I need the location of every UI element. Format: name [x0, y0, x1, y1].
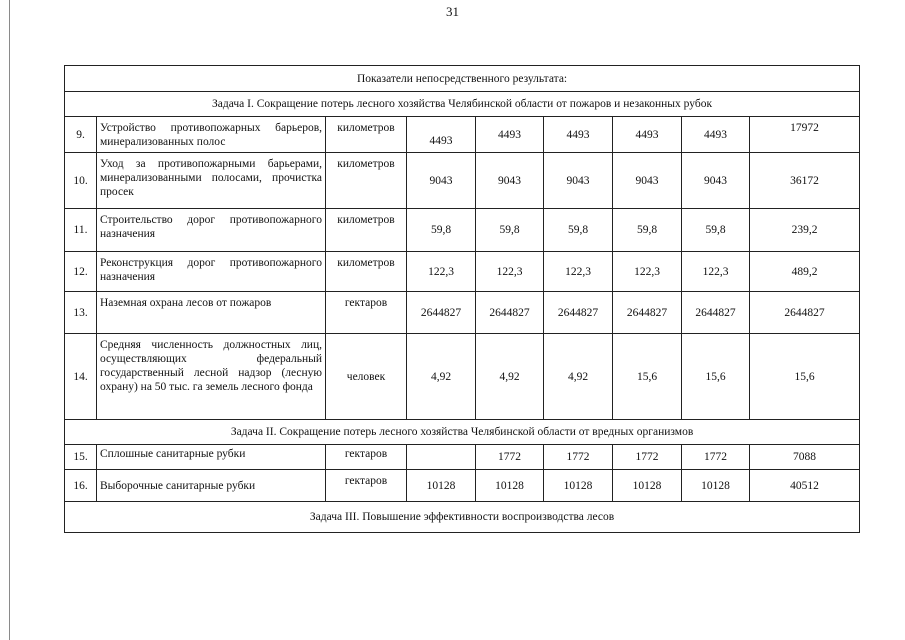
row-name: Уход за противопожарными барьерами, минерализованными полосами, прочистка просек [97, 153, 326, 209]
section-title: Задача III. Повышение эффективности воспроизводства лесов [65, 502, 860, 533]
row-number: 12. [65, 252, 97, 292]
row-number: 13. [65, 292, 97, 334]
row-total: 489,2 [750, 252, 860, 292]
row-name: Средняя численность должностных лиц, осуществляющих федеральный государственный лесной надзор (лесную охрану) на 50 тыс. га земель лесного фонда [97, 334, 326, 420]
row-value: 122,3 [407, 252, 476, 292]
row-name: Реконструкция дорог противопожарного назначения [97, 252, 326, 292]
row-value: 1772 [682, 445, 750, 470]
table-header-row [65, 66, 860, 92]
row-value: 15,6 [682, 334, 750, 420]
row-value: 1772 [544, 445, 613, 470]
row-value: 10128 [613, 470, 682, 502]
row-name: Сплошные санитарные рубки [97, 445, 326, 470]
row-value: 59,8 [476, 209, 544, 252]
row-value: 15,6 [613, 334, 682, 420]
row-value: 9043 [682, 153, 750, 209]
table-row [65, 117, 860, 153]
row-name: Наземная охрана лесов от пожаров [97, 292, 326, 334]
row-value: 2644827 [476, 292, 544, 334]
table-row [65, 252, 860, 292]
row-value: 59,8 [407, 209, 476, 252]
row-value: 4,92 [476, 334, 544, 420]
margin-line [9, 0, 10, 640]
row-value: 59,8 [544, 209, 613, 252]
row-value: 59,8 [613, 209, 682, 252]
section-row [65, 420, 860, 445]
row-unit: гектаров [326, 445, 407, 470]
row-value: 4493 [407, 117, 476, 153]
row-unit: километров [326, 209, 407, 252]
row-value: 9043 [407, 153, 476, 209]
row-value: 10128 [682, 470, 750, 502]
row-value: 1772 [613, 445, 682, 470]
table-row [65, 292, 860, 334]
row-unit: километров [326, 117, 407, 153]
row-value: 4,92 [544, 334, 613, 420]
table-row [65, 334, 860, 420]
row-value: 4493 [544, 117, 613, 153]
table-row [65, 445, 860, 470]
row-number: 14. [65, 334, 97, 420]
row-value: 4,92 [407, 334, 476, 420]
row-value: 9043 [476, 153, 544, 209]
row-value: 9043 [544, 153, 613, 209]
table-row [65, 470, 860, 502]
row-number: 15. [65, 445, 97, 470]
row-value: 2644827 [613, 292, 682, 334]
row-total: 239,2 [750, 209, 860, 252]
row-name: Устройство противопожарных барьеров, минерализованных полос [97, 117, 326, 153]
row-total: 2644827 [750, 292, 860, 334]
row-unit: гектаров [326, 470, 407, 502]
row-unit: гектаров [326, 292, 407, 334]
row-value: 122,3 [682, 252, 750, 292]
table-header: Показатели непосредственного результата: [65, 66, 860, 92]
row-value: 9043 [613, 153, 682, 209]
section-title: Задача II. Сокращение потерь лесного хозяйства Челябинской области от вредных организмов [65, 420, 860, 445]
row-value: 10128 [544, 470, 613, 502]
indicators-table [64, 65, 860, 533]
row-total: 36172 [750, 153, 860, 209]
row-value: 4493 [476, 117, 544, 153]
row-total: 15,6 [750, 334, 860, 420]
row-value: 2644827 [682, 292, 750, 334]
row-value: 122,3 [544, 252, 613, 292]
table-row [65, 153, 860, 209]
row-unit: километров [326, 252, 407, 292]
row-total: 7088 [750, 445, 860, 470]
row-value: 2644827 [544, 292, 613, 334]
section-title: Задача I. Сокращение потерь лесного хозяйства Челябинской области от пожаров и незаконных рубок [65, 92, 860, 117]
row-value: 4493 [682, 117, 750, 153]
row-value: 2644827 [407, 292, 476, 334]
row-value: 122,3 [613, 252, 682, 292]
row-number: 16. [65, 470, 97, 502]
section-row [65, 92, 860, 117]
section-row [65, 502, 860, 533]
row-name: Выборочные санитарные рубки [97, 470, 326, 502]
row-value [407, 445, 476, 470]
row-unit: километров [326, 153, 407, 209]
page-number: 31 [446, 4, 459, 19]
row-value: 10128 [407, 470, 476, 502]
row-total: 40512 [750, 470, 860, 502]
row-name: Строительство дорог противопожарного назначения [97, 209, 326, 252]
row-value: 122,3 [476, 252, 544, 292]
row-value: 10128 [476, 470, 544, 502]
row-total: 17972 [750, 117, 860, 153]
row-number: 10. [65, 153, 97, 209]
table-row [65, 209, 860, 252]
row-number: 9. [65, 117, 97, 153]
row-number: 11. [65, 209, 97, 252]
row-value: 59,8 [682, 209, 750, 252]
row-unit: человек [326, 334, 407, 420]
row-value: 1772 [476, 445, 544, 470]
row-value: 4493 [613, 117, 682, 153]
